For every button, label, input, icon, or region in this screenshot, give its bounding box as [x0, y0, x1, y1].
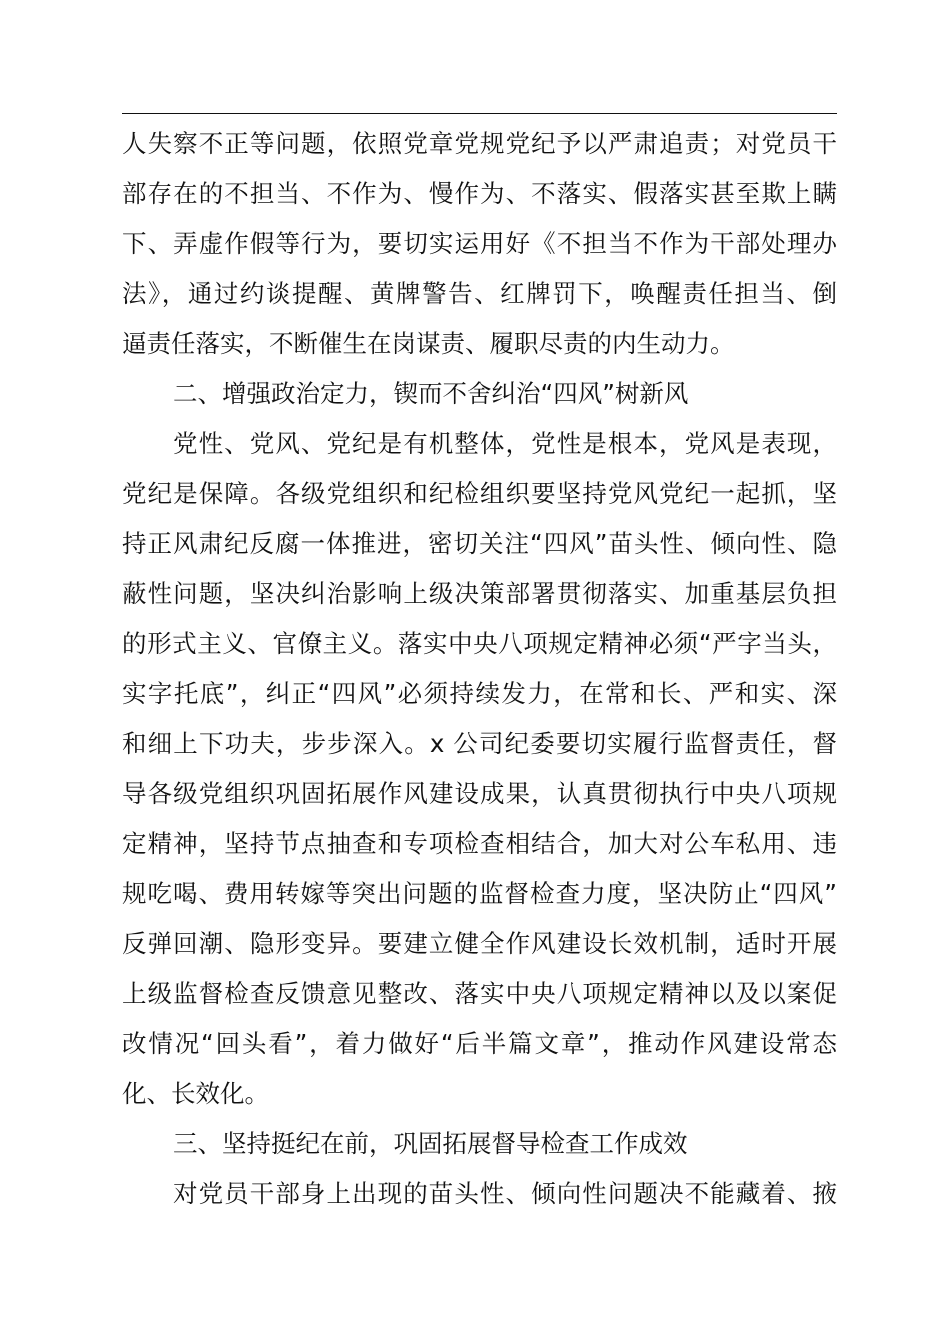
- paragraph-line: 党纪是保障。各级党组织和纪检组织要坚持党风党纪一起抓，坚: [122, 479, 837, 508]
- paragraph-line: 化、长效化。: [122, 1079, 269, 1108]
- paragraph-line: 逼责任落实，不断催生在岗谋责、履职尽责的内生动力。: [122, 329, 735, 358]
- paragraph-line: 持正风肃纪反腐一体推进，密切关注“四风”苗头性、倾向性、隐: [122, 529, 837, 558]
- section-heading-2: 二、增强政治定力，锲而不舍纠治“四风”树新风: [173, 379, 689, 408]
- paragraph-line: 导各级党组织巩固拓展作风建设成果，认真贯彻执行中央八项规: [122, 779, 837, 808]
- header-rule: [122, 113, 837, 114]
- paragraph-line: 部存在的不担当、不作为、慢作为、不落实、假落实甚至欺上瞒: [122, 179, 837, 208]
- paragraph-line: 实字托底”，纠正“四风”必须持续发力，在常和长、严和实、深: [122, 679, 837, 708]
- paragraph-line: 反弹回潮、隐形变异。要建立健全作风建设长效机制，适时开展: [122, 929, 837, 958]
- paragraph-line: 上级监督检查反馈意见整改、落实中央八项规定精神以及以案促: [122, 979, 837, 1008]
- paragraph-line: 改情况“回头看”，着力做好“后半篇文章”，推动作风建设常态: [122, 1029, 837, 1058]
- paragraph-line: 蔽性问题，坚决纠治影响上级决策部署贯彻落实、加重基层负担: [122, 579, 837, 608]
- paragraph-line: 定精神，坚持节点抽查和专项检查相结合，加大对公车私用、违: [122, 829, 837, 858]
- paragraph-line: 的形式主义、官僚主义。落实中央八项规定精神必须“严字当头，: [122, 629, 837, 658]
- paragraph-line: 党性、党风、党纪是有机整体，党性是根本，党风是表现，: [173, 429, 837, 458]
- paragraph-line: 法》，通过约谈提醒、黄牌警告、红牌罚下，唤醒责任担当、倒: [122, 279, 837, 308]
- paragraph-line: 对党员干部身上出现的苗头性、倾向性问题决不能藏着、掖: [173, 1179, 837, 1208]
- paragraph-line: 下、弄虚作假等行为，要切实运用好《不担当不作为干部处理办: [122, 229, 837, 258]
- section-heading-3: 三、坚持挺纪在前，巩固拓展督导检查工作成效: [173, 1129, 688, 1158]
- paragraph-line: 和细上下功夫，步步深入。x 公司纪委要切实履行监督责任，督: [122, 729, 837, 758]
- paragraph-line: 人失察不正等问题，依照党章党规党纪予以严肃追责；对党员干: [122, 129, 837, 158]
- paragraph-line: 规吃喝、费用转嫁等突出问题的监督检查力度，坚决防止“四风”: [122, 879, 837, 908]
